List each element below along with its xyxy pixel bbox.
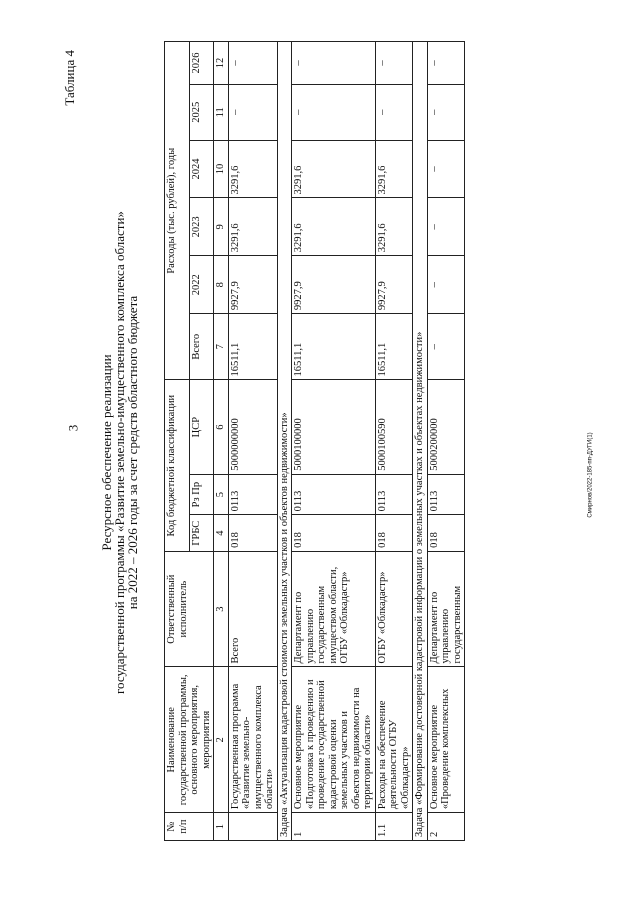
cell-executor: Департамент по управлению государственным имуществом области, ОГБУ «Облкадастр» [292, 551, 376, 667]
header-csr: ЦСР [189, 380, 214, 474]
cell-total: – [427, 314, 465, 380]
header-row-1 [165, 42, 190, 841]
cell-2024: 3291,6 [292, 140, 376, 198]
title-line-2: государственной программы «Развитие земельно-имущественного комплекса области» [112, 211, 127, 694]
cell-name: Государственная программа «Развитие земельно-имущественного комплекса области» [228, 667, 277, 813]
header-2026: 2026 [189, 42, 214, 85]
cell-2023: 3291,6 [292, 198, 376, 256]
cell-2024: 3291,6 [375, 140, 413, 198]
cell-num: 1 [292, 813, 376, 841]
column-numbers-row [214, 42, 229, 841]
cell-executor: ОГБУ «Облкадастр» [375, 551, 413, 667]
task-title: Задача «Формирование достоверной кадастровой информации о земельных участках и объектах недвижимости» [413, 42, 428, 841]
cell-rzpr: 0113 [292, 474, 376, 515]
cell-grbs: 018 [292, 515, 376, 551]
col-number: 10 [214, 140, 229, 198]
header-rzpr: Рз Пр [189, 474, 214, 515]
col-number: 1 [214, 813, 229, 841]
page-number: 3 [65, 424, 81, 432]
cell-total: 16511,1 [292, 314, 376, 380]
cell-2026: – [292, 42, 376, 85]
cell-num: 2 [427, 813, 465, 841]
table-row-m1 [292, 42, 376, 841]
cell-name: Основное мероприятие «Проведение комплексных [427, 667, 465, 813]
cell-csr: 5000100000 [292, 380, 376, 474]
cell-2023: 3291,6 [375, 198, 413, 256]
col-number: 8 [214, 256, 229, 314]
cell-num: 1.1 [375, 813, 413, 841]
cell-2026: – [228, 42, 277, 85]
cell-csr: 5000000000 [228, 380, 277, 474]
cell-2024: 3291,6 [228, 140, 277, 198]
task-row-1 [277, 42, 292, 841]
title-line-1: Ресурсное обеспечение реализации [99, 354, 114, 551]
cell-2025: – [427, 84, 465, 140]
resource-table [164, 41, 465, 841]
cell-csr: 5000100590 [375, 380, 413, 474]
col-number: 3 [214, 551, 229, 667]
cell-rzpr: 0113 [427, 474, 465, 515]
col-number: 6 [214, 380, 229, 474]
header-executor: Ответственный исполнитель [165, 551, 214, 667]
header-expenses: Расходы (тыс. рублей), годы [165, 42, 190, 380]
table-row-program [228, 42, 277, 841]
cell-2022: 9927,9 [292, 256, 376, 314]
header-2023: 2023 [189, 198, 214, 256]
cell-2022: – [427, 256, 465, 314]
col-number: 4 [214, 515, 229, 551]
cell-2026: – [427, 42, 465, 85]
header-budget-code: Код бюджетной классификации [165, 380, 190, 551]
cell-2025: – [292, 84, 376, 140]
col-number: 11 [214, 84, 229, 140]
header-2022: 2022 [189, 256, 214, 314]
header-2025: 2025 [189, 84, 214, 140]
cell-grbs: 018 [228, 515, 277, 551]
cell-executor: Всего [228, 551, 277, 667]
cell-2022: 9927,9 [375, 256, 413, 314]
table-label: Таблица 4 [62, 50, 77, 106]
header-grbs: ГРБС [189, 515, 214, 551]
document-title [100, 0, 139, 905]
table-row-m1-1 [375, 42, 413, 841]
cell-2023: – [427, 198, 465, 256]
cell-rzpr: 0113 [228, 474, 277, 515]
cell-csr: 5000200000 [427, 380, 465, 474]
cell-2025: – [228, 84, 277, 140]
cell-executor: Департамент по управлению государственным [427, 551, 465, 667]
cell-2022: 9927,9 [228, 256, 277, 314]
cell-name: Основное мероприятие «Подготовка к проведению и проведение государственной кадастровой оценки земельных участков и объектов недвижимости на территории области» [292, 667, 376, 813]
cell-num [228, 813, 277, 841]
col-number: 7 [214, 314, 229, 380]
col-number: 2 [214, 667, 229, 813]
header-2024: 2024 [189, 140, 214, 198]
cell-total: 16511,1 [228, 314, 277, 380]
header-total: Всего [189, 314, 214, 380]
table-row-m2 [427, 42, 465, 841]
document-code: Смирнов/2022-185-пп-ДУГИ(1) [587, 432, 594, 518]
cell-2024: – [427, 140, 465, 198]
title-line-3: на 2022 – 2026 годы за счет средств областного бюджета [125, 295, 140, 610]
header-num: № п/п [165, 813, 214, 841]
col-number: 5 [214, 474, 229, 515]
cell-rzpr: 0113 [375, 474, 413, 515]
cell-2023: 3291,6 [228, 198, 277, 256]
task-row-2 [413, 42, 428, 841]
col-number: 12 [214, 42, 229, 85]
task-title: Задача «Актуализация кадастровой стоимости земельных участков и объектов недвижимости» [277, 42, 292, 841]
col-number: 9 [214, 198, 229, 256]
cell-total: 16511,1 [375, 314, 413, 380]
cell-name: Расходы на обеспечение деятельности ОГБУ «Облкадастр» [375, 667, 413, 813]
cell-grbs: 018 [427, 515, 465, 551]
header-name: Наименование государственной программы, основного мероприятия, мероприятия [165, 667, 214, 813]
cell-2025: – [375, 84, 413, 140]
cell-grbs: 018 [375, 515, 413, 551]
cell-2026: – [375, 42, 413, 85]
